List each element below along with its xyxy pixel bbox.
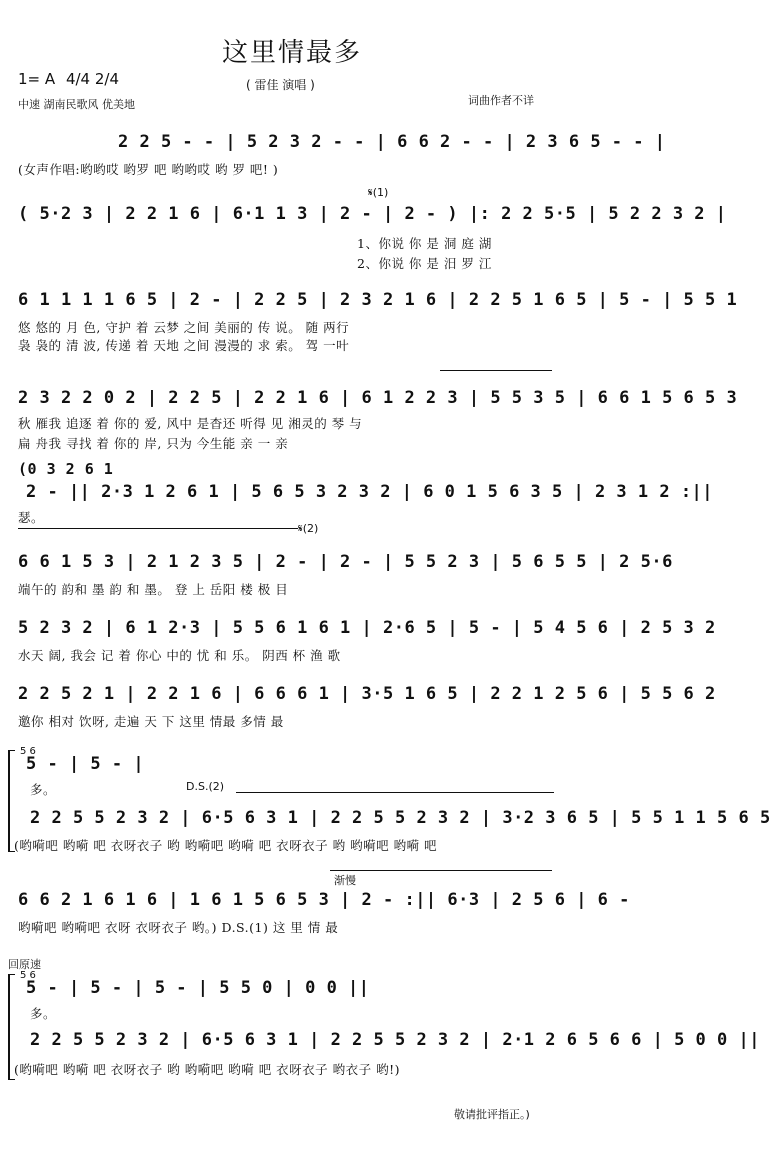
notation-row-9: 5 - | 5 - | [26, 754, 145, 774]
volta-bracket-1 [440, 370, 552, 371]
singer-credit: ( 雷佳 演唱 ) [246, 78, 315, 92]
ds-2-marking: D.S.(2) [186, 780, 225, 793]
lyrics-row-2-verse-2: 2、你说 你 是 汨 罗 江 [357, 256, 492, 271]
key-text: 1= A [18, 70, 56, 88]
song-title: 这里情最多 [221, 38, 362, 68]
grace-notes-1: 5 6 [20, 746, 36, 757]
ritardando-marking: 渐慢 [334, 874, 356, 887]
a-tempo-marking: 回原速 [8, 958, 41, 971]
volta-bracket-4 [330, 870, 552, 871]
notation-row-4: 2 3 2 2 0 2 | 2 2 5 | 2 2 1 6 | 6 1 2 2 3 | 5 5 3 5 | 6 6 1 5 6 5 3 [18, 388, 738, 408]
volta-bracket-2 [18, 528, 298, 529]
lyrics-row-3-verse-1: 悠 悠的 月 色, 守护 着 云梦 之间 美丽的 传 说。 随 两行 [18, 320, 350, 335]
notation-row-7: 5 2 3 2 | 6 1 2·3 | 5 5 6 1 6 1 | 2·6 5 | 5 - | 5 4 5 6 | 2 5 3 2 [18, 618, 716, 638]
notation-row-2: ( 5·2 3 | 2 2 1 6 | 6·1 1 3 | 2 - | 2 - ) |: 2 2 5·5 | 5 2 2 3 2 | [18, 204, 727, 224]
lyrics-row-9: 多。 [30, 782, 57, 797]
key-signature [18, 70, 119, 88]
notation-row-6: 6 6 1 5 3 | 2 1 2 3 5 | 2 - | 2 - | 5 5 2 3 | 5 6 5 5 | 2 5·6 [18, 552, 673, 572]
notation-row-5: 2 - || 2·3 1 2 6 1 | 5 6 5 3 2 3 2 | 6 0 1 5 6 3 5 | 2 3 1 2 :|| [26, 482, 714, 502]
notation-row-11: 6 6 2 1 6 1 6 | 1 6 1 5 6 5 3 | 2 - :|| 6·3 | 2 5 6 | 6 - [18, 890, 630, 910]
tempo-marking: 中速 湖南民歌风 优美地 [18, 98, 135, 111]
notation-row-13: 2 2 5 5 2 3 2 | 6·5 6 3 1 | 2 2 5 5 2 3 2 | 2·1 2 6 5 6 6 | 5 0 0 || [30, 1030, 760, 1050]
notation-row-1: 2 2 5 - - | 5 2 3 2 - - | 6 6 2 - - | 2 3 6 5 - - | [118, 132, 666, 152]
volta-bracket-3 [236, 792, 554, 793]
grace-notes-2: 5 6 [20, 970, 36, 981]
lyrics-row-3-verse-2: 袅 袅的 清 波, 传递 着 天地 之间 漫漫的 求 索。 驾 一叶 [18, 338, 350, 353]
segno-1: 𝄋(1) [368, 186, 389, 199]
segno-2: 𝄋(2) [298, 522, 319, 535]
notation-row-5-upper: (0 3 2 6 1 [18, 460, 114, 478]
lyrics-row-12: 多。 [30, 1006, 57, 1021]
notation-row-12: 5 - | 5 - | 5 - | 5 5 0 | 0 0 || [26, 978, 370, 998]
lyrics-row-13: (哟嗬吧 哟嗬 吧 衣呀衣子 哟 哟嗬吧 哟嗬 吧 衣呀衣子 哟衣子 哟!) [14, 1062, 401, 1077]
lyrics-row-4-verse-2: 扁 舟我 寻找 着 你的 岸, 只为 今生能 亲 一 亲 [18, 436, 289, 451]
footer-note: 敬请批评指正。) [454, 1108, 530, 1121]
lyrics-row-11: 哟嗬吧 哟嗬吧 衣呀 衣呀衣子 哟。) D.S.(1) 这 里 情 最 [18, 920, 339, 935]
lyrics-row-4-verse-1: 秋 雁我 追逐 着 你的 爱, 风中 是杳还 听得 见 湘灵的 琴 与 [18, 416, 363, 431]
time-signature: 4/4 2/4 [65, 70, 119, 88]
lyrics-row-8: 邀你 相对 饮呀, 走遍 天 下 这里 情最 多情 最 [18, 714, 284, 729]
lyrics-row-5: 瑟。 [18, 510, 45, 525]
composer-credit: 词曲作者不详 [468, 94, 534, 107]
lyrics-row-10: (哟嗬吧 哟嗬 吧 衣呀衣子 哟 哟嗬吧 哟嗬 吧 衣呀衣子 哟 哟嗬吧 哟嗬 吧 [14, 838, 438, 853]
notation-row-3: 6 1 1 1 1 6 5 | 2 - | 2 2 5 | 2 3 2 1 6 | 2 2 5 1 6 5 | 5 - | 5 5 1 [18, 290, 738, 310]
notation-row-10: 2 2 5 5 2 3 2 | 6·5 6 3 1 | 2 2 5 5 2 3 2 | 3·2 3 6 5 | 5 5 1 1 5 6 5 [30, 808, 771, 828]
lyrics-row-2-verse-1: 1、你说 你 是 洞 庭 湖 [357, 236, 492, 251]
lyrics-row-7: 水天 阔, 我会 记 着 你心 中的 忧 和 乐。 阴西 杯 渔 歌 [18, 648, 341, 663]
notation-row-8: 2 2 5 2 1 | 2 2 1 6 | 6 6 6 1 | 3·5 1 6 5 | 2 2 1 2 5 6 | 5 5 6 2 [18, 684, 716, 704]
lyrics-row-1: (女声作唱:哟哟哎 哟罗 吧 哟哟哎 哟 罗 吧! ) [18, 162, 279, 177]
lyrics-row-6: 端午的 韵和 墨 韵 和 墨。 登 上 岳阳 楼 极 目 [18, 582, 289, 597]
